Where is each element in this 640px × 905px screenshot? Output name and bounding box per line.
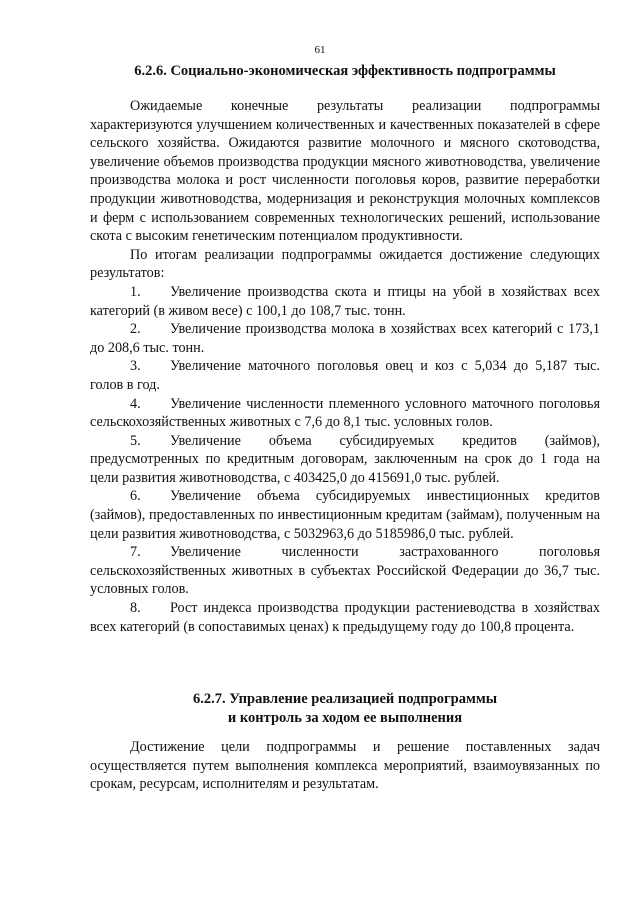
list-item: 3. Увеличение маточного поголовья овец и коз с 5,034 до 5,187 тыс. голов в год. — [90, 358, 600, 393]
intro-paragraph: Ожидаемые конечные результаты реализации подпрограммы характеризуются улучшением количественных и качественных показателей в сфере сельского хозяйства. Ожидаются развитие молочного и мясного скотоводства, увеличение объемов производства продукции мясного животноводства, увеличение производства молока и рост численности поголовья коров, развитие переработки продукции животноводства, модернизация и реконструкция молочных комплексов и ферм с использованием современных технологических решений, использование скота с высоким генетическим потенциалом продуктивности. — [90, 98, 600, 245]
section-626-title: 6.2.6. Социально-экономическая эффективность подпрограммы — [134, 63, 556, 79]
page-number: 61 — [314, 44, 326, 56]
section-626-body — [90, 97, 600, 636]
lead-paragraph: По итогам реализации подпрограммы ожидается достижение следующих результатов: — [90, 246, 600, 282]
list-item: 4. Увеличение численности племенного условного маточного поголовья сельскохозяйственных животных с 7,6 до 8,1 тыс. условных голов. — [90, 395, 600, 431]
list-item: 7. Увеличение численности застрахованного поголовья сельскохозяйственных животных в субъектах Российской Федерации до 36,7 тыс. условных голов. — [90, 544, 600, 598]
list-item: 5. Увеличение объема субсидируемых кредитов (займов), предусмотренных по кредитным договорам, заключенным на срок до 1 года на цели развития животноводства, с 403425,0 до 415691,0 тыс. рублей. — [90, 432, 600, 486]
list-item: 8. Рост индекса производства продукции растениеводства в хозяйствах всех категорий (в сопоставимых ценах) к предыдущему году до 100,8 процента. — [90, 600, 600, 635]
list-item: 6. Увеличение объема субсидируемых инвестиционных кредитов (займов), предоставленных по инвестиционным кредитам (займам), полученным на цели развития животноводства, с 5032963,6 до 5185986,0 тыс. рублей. — [90, 488, 600, 542]
section-627-title: 6.2.7. Управление реализацией подпрограммы и контроль за ходом ее выполнения — [192, 691, 498, 726]
list-item: 2. Увеличение производства молока в хозяйствах всех категорий с 173,1 до 208,6 тыс. тонн. — [90, 321, 600, 356]
list-item: 1. Увеличение производства скота и птицы на убой в хозяйствах всех категорий (в живом весе) с 100,1 до 108,7 тыс. тонн. — [90, 283, 600, 319]
section-627-paragraph: Достижение цели подпрограммы и решение поставленных задач осуществляется путем выполнения комплекса мероприятий, взаимоувязанных по срокам, ресурсам, исполнителям и результатам. — [90, 739, 600, 793]
section-627-body — [90, 738, 600, 794]
